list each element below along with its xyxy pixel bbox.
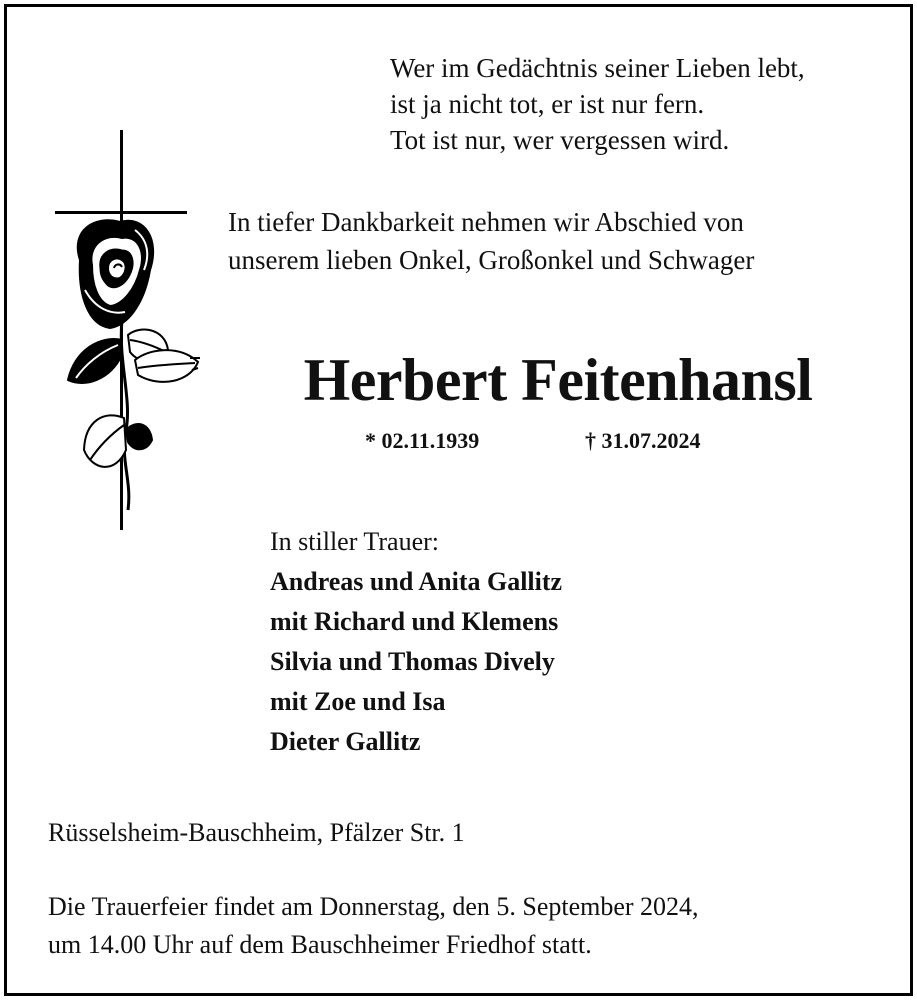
service-line: um 14.00 Uhr auf dem Bauschheimer Friedhof statt. — [48, 930, 592, 959]
farewell-intro — [228, 203, 888, 279]
cross-with-rose-icon — [40, 130, 210, 530]
mourners-list — [270, 522, 890, 762]
mourner-name: Dieter Gallitz — [270, 727, 421, 756]
service-line: Die Trauerfeier findet am Donnerstag, den 5. September 2024, — [48, 892, 699, 921]
memorial-quote — [390, 50, 890, 158]
mourner-name: mit Zoe und Isa — [270, 687, 446, 716]
funeral-service-info — [48, 888, 888, 964]
birth-date: * 02.11.1939 — [365, 428, 480, 453]
quote-line: ist ja nicht tot, er ist nur fern. — [390, 89, 705, 119]
death-date: † 31.07.2024 — [585, 428, 701, 453]
deceased-name: Herbert Feitenhansl — [303, 347, 813, 413]
quote-line: Wer im Gedächtnis seiner Lieben lebt, — [390, 53, 805, 83]
intro-line: unserem lieben Onkel, Großonkel und Schwager — [228, 245, 755, 275]
mourner-name: Andreas und Anita Gallitz — [270, 567, 563, 596]
quote-line: Tot ist nur, wer vergessen wird. — [390, 125, 730, 155]
mourners-heading: In stiller Trauer: — [270, 527, 439, 556]
mourner-name: mit Richard und Klemens — [270, 607, 559, 636]
family-address: Rüsselsheim-Bauschheim, Pfälzer Str. 1 — [48, 818, 465, 847]
mourner-name: Silvia und Thomas Dively — [270, 647, 555, 676]
intro-line: In tiefer Dankbarkeit nehmen wir Abschied von — [228, 207, 744, 237]
